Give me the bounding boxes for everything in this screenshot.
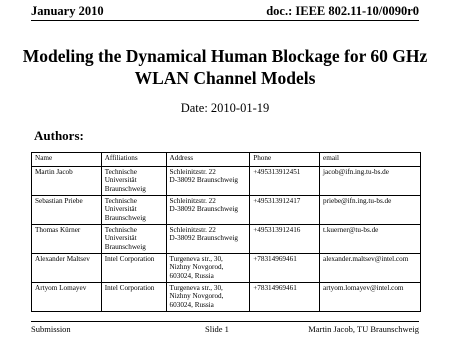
column-header-email: email [320, 153, 421, 167]
address-line: Nizhny Novgorod, [169, 292, 224, 301]
address-line: 603024, Russia [169, 271, 214, 280]
footer-author: Martin Jacob, TU Braunschweig [308, 324, 419, 334]
address-line: Nizhny Novgorod, [169, 263, 224, 272]
author-phone: +495313912417 [250, 196, 320, 225]
affiliation-line: Technische [104, 168, 137, 176]
author-name: Alexander Maltsev [32, 254, 102, 283]
slide-title: Modeling the Dynamical Human Blockage for 60 GHz WLAN Channel Models [22, 46, 428, 88]
author-affiliation [101, 283, 166, 312]
table-row [32, 254, 421, 283]
column-header-name: Name [32, 153, 102, 167]
date-line: Date: 2010-01-19 [180, 101, 270, 115]
author-affiliation [101, 196, 166, 225]
affiliation-line: Braunschweig [104, 184, 146, 193]
address-line: Turgeneva str., 30, [169, 255, 223, 263]
affiliation-line: Universität [104, 205, 137, 214]
author-address [166, 283, 250, 312]
header-divider [31, 20, 419, 21]
authors-label: Authors: [34, 128, 84, 143]
footer-submission: Submission [31, 324, 71, 334]
address-line: Schleinitzstr. 22 [169, 168, 216, 176]
column-header-phone: Phone [250, 153, 320, 167]
author-name: Thomas Kürner [32, 225, 102, 254]
author-address [166, 254, 250, 283]
affiliation-line: Technische [104, 197, 137, 205]
header-date: January 2010 [31, 4, 104, 18]
author-affiliation [101, 225, 166, 254]
table-row [32, 225, 421, 254]
affiliation-line: Universität [104, 176, 137, 185]
author-email: jacob@ifn.ing.tu-bs.de [320, 167, 421, 196]
author-phone: +495313912451 [250, 167, 320, 196]
slide-header [31, 1, 419, 21]
affiliation-line: Braunschweig [104, 242, 146, 251]
author-phone: +78314969461 [250, 254, 320, 283]
author-name: Martin Jacob [32, 167, 102, 196]
author-address [166, 225, 250, 254]
address-line: D-38092 Braunschweig [169, 205, 238, 214]
author-phone: +78314969461 [250, 283, 320, 312]
table-header-row [32, 153, 421, 167]
footer-slide-number: Slide 1 [205, 324, 229, 334]
address-line: Schleinitzstr. 22 [169, 226, 216, 234]
affiliation-line: Intel Corporation [104, 284, 155, 292]
table-row [32, 196, 421, 225]
column-header-address: Address [166, 153, 250, 167]
affiliation-line: Universität [104, 234, 137, 243]
address-line: 603024, Russia [169, 300, 214, 309]
author-name: Sebastian Priebe [32, 196, 102, 225]
address-line: Turgeneva str., 30, [169, 284, 223, 292]
author-name: Artyom Lomayev [32, 283, 102, 312]
table-row [32, 167, 421, 196]
address-line: D-38092 Braunschweig [169, 176, 238, 185]
author-address [166, 167, 250, 196]
table-row [32, 283, 421, 312]
footer-divider [31, 321, 419, 322]
affiliation-line: Braunschweig [104, 213, 146, 222]
address-line: Schleinitzstr. 22 [169, 197, 216, 205]
author-affiliation [101, 167, 166, 196]
author-affiliation [101, 254, 166, 283]
author-email: artyom.lomayev@intel.com [320, 283, 421, 312]
address-line: D-38092 Braunschweig [169, 234, 238, 243]
author-phone: +495313912416 [250, 225, 320, 254]
author-email: t.kuerner@tu-bs.de [320, 225, 421, 254]
affiliation-line: Technische [104, 226, 137, 234]
column-header-affiliations: Affiliations [101, 153, 166, 167]
author-address [166, 196, 250, 225]
author-email: priebe@ifn.ing.tu-bs.de [320, 196, 421, 225]
authors-table [31, 152, 421, 312]
affiliation-line: Intel Corporation [104, 255, 155, 263]
header-doc-id: doc.: IEEE 802.11-10/0090r0 [266, 4, 419, 18]
authors-table-body [32, 167, 421, 312]
author-email: alexander.maltsev@intel.com [320, 254, 421, 283]
